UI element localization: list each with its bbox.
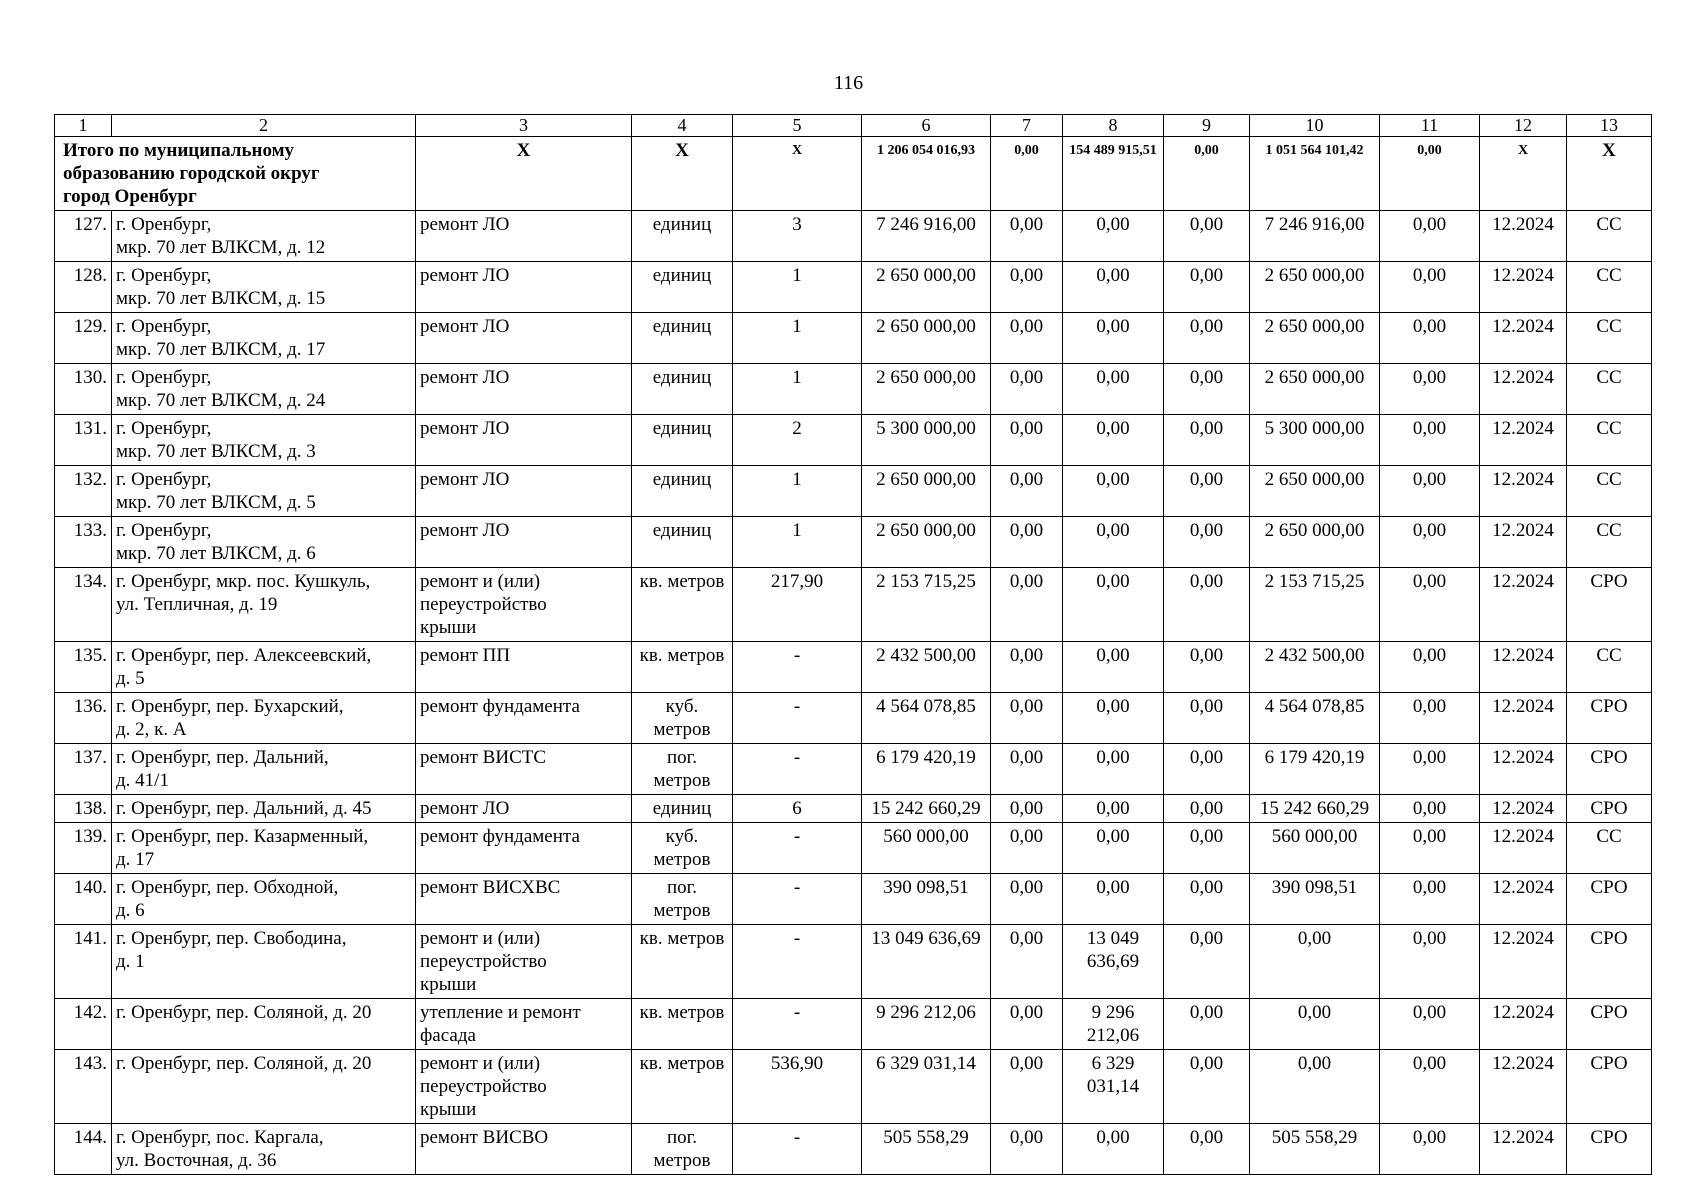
address-cell: г. Оренбург, пер. Алексеевский, д. 5: [112, 642, 416, 693]
deadline-cell: 12.2024: [1480, 823, 1567, 874]
cost-cell: 390 098,51: [862, 874, 991, 925]
quantity-cell: 1: [733, 364, 862, 415]
col10-cell: 390 098,51: [1250, 874, 1380, 925]
col13-cell: СС: [1567, 262, 1652, 313]
col13-cell: СС: [1567, 364, 1652, 415]
column-number: 9: [1164, 115, 1250, 137]
col8-cell: 0,00: [1063, 313, 1164, 364]
work-type-cell: ремонт ЛО: [416, 364, 632, 415]
table-row: [55, 1050, 1652, 1124]
table-row: [55, 517, 1652, 568]
col9-cell: 0,00: [1164, 823, 1250, 874]
deadline-cell: 12.2024: [1480, 466, 1567, 517]
total-col8: 154 489 915,51: [1063, 137, 1164, 211]
cost-cell: 505 558,29: [862, 1124, 991, 1175]
address-cell: г. Оренбург, пер. Соляной, д. 20: [112, 999, 416, 1050]
col10-cell: 0,00: [1250, 1050, 1380, 1124]
address-cell: г. Оренбург, мкр. пос. Кушкуль, ул. Тепличная, д. 19: [112, 568, 416, 642]
unit-cell: единиц: [632, 364, 733, 415]
row-number: 130.: [55, 364, 112, 415]
work-type-cell: ремонт ВИСВО: [416, 1124, 632, 1175]
col9-cell: 0,00: [1164, 1050, 1250, 1124]
work-type-cell: ремонт ВИСТС: [416, 744, 632, 795]
row-number: 127.: [55, 211, 112, 262]
deadline-cell: 12.2024: [1480, 262, 1567, 313]
table-row: [55, 313, 1652, 364]
deadline-cell: 12.2024: [1480, 313, 1567, 364]
deadline-cell: 12.2024: [1480, 999, 1567, 1050]
col7-cell: 0,00: [991, 364, 1063, 415]
col10-cell: 2 432 500,00: [1250, 642, 1380, 693]
col7-cell: 0,00: [991, 874, 1063, 925]
unit-cell: кв. метров: [632, 999, 733, 1050]
quantity-cell: 1: [733, 466, 862, 517]
col10-cell: 2 153 715,25: [1250, 568, 1380, 642]
col7-cell: 0,00: [991, 517, 1063, 568]
unit-cell: единиц: [632, 262, 733, 313]
col13-cell: СС: [1567, 642, 1652, 693]
quantity-cell: -: [733, 874, 862, 925]
total-col12: X: [1480, 137, 1567, 211]
col13-cell: СРО: [1567, 925, 1652, 999]
quantity-cell: 2: [733, 415, 862, 466]
col8-cell: 0,00: [1063, 364, 1164, 415]
work-type-cell: ремонт и (или) переустройство крыши: [416, 925, 632, 999]
address-cell: г. Оренбург, мкр. 70 лет ВЛКСМ, д. 12: [112, 211, 416, 262]
work-type-cell: утепление и ремонт фасада: [416, 999, 632, 1050]
total-col13: X: [1567, 137, 1652, 211]
col7-cell: 0,00: [991, 313, 1063, 364]
address-cell: г. Оренбург, мкр. 70 лет ВЛКСМ, д. 5: [112, 466, 416, 517]
unit-cell: единиц: [632, 313, 733, 364]
work-type-cell: ремонт ЛО: [416, 517, 632, 568]
total-col10: 1 051 564 101,42: [1250, 137, 1380, 211]
col10-cell: 2 650 000,00: [1250, 517, 1380, 568]
table-row: [55, 642, 1652, 693]
col10-cell: 560 000,00: [1250, 823, 1380, 874]
unit-cell: куб. метров: [632, 693, 733, 744]
work-type-cell: ремонт ЛО: [416, 415, 632, 466]
row-number: 129.: [55, 313, 112, 364]
col13-cell: СС: [1567, 466, 1652, 517]
table-row: [55, 795, 1652, 823]
row-number: 142.: [55, 999, 112, 1050]
cost-cell: 2 650 000,00: [862, 466, 991, 517]
col11-cell: 0,00: [1380, 466, 1480, 517]
col10-cell: 15 242 660,29: [1250, 795, 1380, 823]
column-number: 1: [55, 115, 112, 137]
col7-cell: 0,00: [991, 568, 1063, 642]
column-number: 13: [1567, 115, 1652, 137]
address-cell: г. Оренбург, пер. Соляной, д. 20: [112, 1050, 416, 1124]
unit-cell: пог. метров: [632, 874, 733, 925]
col10-cell: 2 650 000,00: [1250, 313, 1380, 364]
deadline-cell: 12.2024: [1480, 1124, 1567, 1175]
col10-cell: 5 300 000,00: [1250, 415, 1380, 466]
deadline-cell: 12.2024: [1480, 925, 1567, 999]
col7-cell: 0,00: [991, 744, 1063, 795]
unit-cell: единиц: [632, 795, 733, 823]
row-number: 132.: [55, 466, 112, 517]
col8-cell: 0,00: [1063, 823, 1164, 874]
col7-cell: 0,00: [991, 642, 1063, 693]
table-row: [55, 999, 1652, 1050]
col7-cell: 0,00: [991, 262, 1063, 313]
column-number: 12: [1480, 115, 1567, 137]
col8-cell: 0,00: [1063, 744, 1164, 795]
cost-cell: 2 650 000,00: [862, 313, 991, 364]
col13-cell: СС: [1567, 823, 1652, 874]
unit-cell: кв. метров: [632, 642, 733, 693]
cost-cell: 2 432 500,00: [862, 642, 991, 693]
table-row: [55, 823, 1652, 874]
quantity-cell: 536,90: [733, 1050, 862, 1124]
quantity-cell: -: [733, 1124, 862, 1175]
col11-cell: 0,00: [1380, 568, 1480, 642]
row-number: 131.: [55, 415, 112, 466]
col7-cell: 0,00: [991, 1124, 1063, 1175]
row-number: 137.: [55, 744, 112, 795]
address-cell: г. Оренбург, мкр. 70 лет ВЛКСМ, д. 15: [112, 262, 416, 313]
cost-cell: 6 179 420,19: [862, 744, 991, 795]
cost-cell: 13 049 636,69: [862, 925, 991, 999]
table-row: [55, 415, 1652, 466]
col13-cell: СРО: [1567, 693, 1652, 744]
col10-cell: 6 179 420,19: [1250, 744, 1380, 795]
col9-cell: 0,00: [1164, 874, 1250, 925]
table-row: [55, 262, 1652, 313]
col8-cell: 0,00: [1063, 415, 1164, 466]
address-cell: г. Оренбург, мкр. 70 лет ВЛКСМ, д. 24: [112, 364, 416, 415]
total-work-type: X: [416, 137, 632, 211]
col13-cell: СРО: [1567, 1050, 1652, 1124]
col10-cell: 505 558,29: [1250, 1124, 1380, 1175]
col8-cell: 0,00: [1063, 568, 1164, 642]
total-col9: 0,00: [1164, 137, 1250, 211]
row-number: 138.: [55, 795, 112, 823]
deadline-cell: 12.2024: [1480, 364, 1567, 415]
column-number-row: [55, 115, 1652, 137]
page-number: 116: [833, 72, 864, 94]
col13-cell: СРО: [1567, 999, 1652, 1050]
column-number: 6: [862, 115, 991, 137]
col10-cell: 0,00: [1250, 999, 1380, 1050]
work-type-cell: ремонт ЛО: [416, 313, 632, 364]
col8-cell: 0,00: [1063, 211, 1164, 262]
quantity-cell: -: [733, 693, 862, 744]
deadline-cell: 12.2024: [1480, 642, 1567, 693]
col9-cell: 0,00: [1164, 925, 1250, 999]
row-number: 141.: [55, 925, 112, 999]
col11-cell: 0,00: [1380, 313, 1480, 364]
cost-cell: 5 300 000,00: [862, 415, 991, 466]
col7-cell: 0,00: [991, 925, 1063, 999]
total-unit: X: [632, 137, 733, 211]
column-number: 10: [1250, 115, 1380, 137]
quantity-cell: -: [733, 823, 862, 874]
deadline-cell: 12.2024: [1480, 415, 1567, 466]
col7-cell: 0,00: [991, 211, 1063, 262]
col13-cell: СРО: [1567, 1124, 1652, 1175]
col9-cell: 0,00: [1164, 642, 1250, 693]
col11-cell: 0,00: [1380, 925, 1480, 999]
col7-cell: 0,00: [991, 999, 1063, 1050]
cost-cell: 7 246 916,00: [862, 211, 991, 262]
col7-cell: 0,00: [991, 693, 1063, 744]
col13-cell: СРО: [1567, 744, 1652, 795]
work-type-cell: ремонт фундамента: [416, 693, 632, 744]
works-table: [54, 114, 1652, 1175]
col13-cell: СРО: [1567, 874, 1652, 925]
col11-cell: 0,00: [1380, 693, 1480, 744]
col8-cell: 0,00: [1063, 1124, 1164, 1175]
deadline-cell: 12.2024: [1480, 517, 1567, 568]
unit-cell: единиц: [632, 415, 733, 466]
col9-cell: 0,00: [1164, 568, 1250, 642]
column-number: 7: [991, 115, 1063, 137]
col8-cell: 0,00: [1063, 693, 1164, 744]
col11-cell: 0,00: [1380, 823, 1480, 874]
col9-cell: 0,00: [1164, 415, 1250, 466]
quantity-cell: -: [733, 642, 862, 693]
col11-cell: 0,00: [1380, 1124, 1480, 1175]
col10-cell: 4 564 078,85: [1250, 693, 1380, 744]
quantity-cell: -: [733, 999, 862, 1050]
quantity-cell: -: [733, 925, 862, 999]
row-number: 144.: [55, 1124, 112, 1175]
row-number: 135.: [55, 642, 112, 693]
deadline-cell: 12.2024: [1480, 211, 1567, 262]
table-row: [55, 466, 1652, 517]
col9-cell: 0,00: [1164, 313, 1250, 364]
table-row: [55, 925, 1652, 999]
col8-cell: 13 049 636,69: [1063, 925, 1164, 999]
col10-cell: 2 650 000,00: [1250, 262, 1380, 313]
column-number: 11: [1380, 115, 1480, 137]
cost-cell: 4 564 078,85: [862, 693, 991, 744]
unit-cell: единиц: [632, 517, 733, 568]
col11-cell: 0,00: [1380, 364, 1480, 415]
col9-cell: 0,00: [1164, 466, 1250, 517]
address-cell: г. Оренбург, пер. Дальний, д. 45: [112, 795, 416, 823]
cost-cell: 15 242 660,29: [862, 795, 991, 823]
address-cell: г. Оренбург, пер. Свободина, д. 1: [112, 925, 416, 999]
column-number: 2: [112, 115, 416, 137]
col11-cell: 0,00: [1380, 211, 1480, 262]
row-number: 134.: [55, 568, 112, 642]
address-cell: г. Оренбург, пер. Дальний, д. 41/1: [112, 744, 416, 795]
deadline-cell: 12.2024: [1480, 795, 1567, 823]
col11-cell: 0,00: [1380, 795, 1480, 823]
unit-cell: кв. метров: [632, 568, 733, 642]
work-type-cell: ремонт и (или) переустройство крыши: [416, 1050, 632, 1124]
column-number: 5: [733, 115, 862, 137]
work-type-cell: ремонт ЛО: [416, 466, 632, 517]
col8-cell: 0,00: [1063, 642, 1164, 693]
table-row: [55, 693, 1652, 744]
unit-cell: куб. метров: [632, 823, 733, 874]
work-type-cell: ремонт и (или) переустройство крыши: [416, 568, 632, 642]
col7-cell: 0,00: [991, 415, 1063, 466]
col13-cell: СС: [1567, 415, 1652, 466]
deadline-cell: 12.2024: [1480, 568, 1567, 642]
deadline-cell: 12.2024: [1480, 874, 1567, 925]
col9-cell: 0,00: [1164, 364, 1250, 415]
work-type-cell: ремонт фундамента: [416, 823, 632, 874]
total-col11: 0,00: [1380, 137, 1480, 211]
col8-cell: 6 329 031,14: [1063, 1050, 1164, 1124]
col11-cell: 0,00: [1380, 262, 1480, 313]
table-row: [55, 568, 1652, 642]
table-row: [55, 874, 1652, 925]
col8-cell: 0,00: [1063, 874, 1164, 925]
cost-cell: 560 000,00: [862, 823, 991, 874]
table-row: [55, 364, 1652, 415]
row-number: 139.: [55, 823, 112, 874]
address-cell: г. Оренбург, мкр. 70 лет ВЛКСМ, д. 6: [112, 517, 416, 568]
total-quantity: X: [733, 137, 862, 211]
col11-cell: 0,00: [1380, 874, 1480, 925]
deadline-cell: 12.2024: [1480, 1050, 1567, 1124]
col9-cell: 0,00: [1164, 999, 1250, 1050]
unit-cell: кв. метров: [632, 925, 733, 999]
col11-cell: 0,00: [1380, 517, 1480, 568]
work-type-cell: ремонт ВИСХВС: [416, 874, 632, 925]
quantity-cell: 1: [733, 262, 862, 313]
col9-cell: 0,00: [1164, 517, 1250, 568]
unit-cell: пог. метров: [632, 744, 733, 795]
total-col7: 0,00: [991, 137, 1063, 211]
cost-cell: 2 650 000,00: [862, 262, 991, 313]
col9-cell: 0,00: [1164, 693, 1250, 744]
address-cell: г. Оренбург, пер. Обходной, д. 6: [112, 874, 416, 925]
total-cost: 1 206 054 016,93: [862, 137, 991, 211]
col13-cell: СРО: [1567, 795, 1652, 823]
quantity-cell: 217,90: [733, 568, 862, 642]
work-type-cell: ремонт ЛО: [416, 795, 632, 823]
deadline-cell: 12.2024: [1480, 693, 1567, 744]
col10-cell: 7 246 916,00: [1250, 211, 1380, 262]
unit-cell: пог. метров: [632, 1124, 733, 1175]
col11-cell: 0,00: [1380, 999, 1480, 1050]
quantity-cell: 6: [733, 795, 862, 823]
col7-cell: 0,00: [991, 466, 1063, 517]
col7-cell: 0,00: [991, 823, 1063, 874]
col11-cell: 0,00: [1380, 642, 1480, 693]
address-cell: г. Оренбург, пос. Каргала, ул. Восточная, д. 36: [112, 1124, 416, 1175]
row-number: 140.: [55, 874, 112, 925]
col13-cell: СС: [1567, 517, 1652, 568]
col7-cell: 0,00: [991, 795, 1063, 823]
col11-cell: 0,00: [1380, 415, 1480, 466]
column-number: 8: [1063, 115, 1164, 137]
quantity-cell: -: [733, 744, 862, 795]
row-number: 143.: [55, 1050, 112, 1124]
row-number: 133.: [55, 517, 112, 568]
col10-cell: 0,00: [1250, 925, 1380, 999]
col9-cell: 0,00: [1164, 795, 1250, 823]
col8-cell: 0,00: [1063, 517, 1164, 568]
row-number: 136.: [55, 693, 112, 744]
address-cell: г. Оренбург, мкр. 70 лет ВЛКСМ, д. 17: [112, 313, 416, 364]
col9-cell: 0,00: [1164, 262, 1250, 313]
cost-cell: 6 329 031,14: [862, 1050, 991, 1124]
quantity-cell: 3: [733, 211, 862, 262]
cost-cell: 2 153 715,25: [862, 568, 991, 642]
col11-cell: 0,00: [1380, 744, 1480, 795]
col8-cell: 0,00: [1063, 262, 1164, 313]
table-row: [55, 744, 1652, 795]
total-row: [55, 137, 1652, 211]
col9-cell: 0,00: [1164, 1124, 1250, 1175]
col13-cell: СС: [1567, 313, 1652, 364]
col13-cell: СС: [1567, 211, 1652, 262]
unit-cell: единиц: [632, 466, 733, 517]
cost-cell: 9 296 212,06: [862, 999, 991, 1050]
address-cell: г. Оренбург, пер. Казарменный, д. 17: [112, 823, 416, 874]
col11-cell: 0,00: [1380, 1050, 1480, 1124]
unit-cell: кв. метров: [632, 1050, 733, 1124]
work-type-cell: ремонт ЛО: [416, 211, 632, 262]
table-row: [55, 1124, 1652, 1175]
work-type-cell: ремонт ПП: [416, 642, 632, 693]
table-row: [55, 211, 1652, 262]
col8-cell: 9 296 212,06: [1063, 999, 1164, 1050]
col10-cell: 2 650 000,00: [1250, 466, 1380, 517]
quantity-cell: 1: [733, 517, 862, 568]
cost-cell: 2 650 000,00: [862, 517, 991, 568]
col13-cell: СРО: [1567, 568, 1652, 642]
address-cell: г. Оренбург, мкр. 70 лет ВЛКСМ, д. 3: [112, 415, 416, 466]
column-number: 4: [632, 115, 733, 137]
total-label: Итого по муниципальному образованию городской округ город Оренбург: [55, 137, 416, 211]
col8-cell: 0,00: [1063, 795, 1164, 823]
unit-cell: единиц: [632, 211, 733, 262]
col10-cell: 2 650 000,00: [1250, 364, 1380, 415]
row-number: 128.: [55, 262, 112, 313]
deadline-cell: 12.2024: [1480, 744, 1567, 795]
quantity-cell: 1: [733, 313, 862, 364]
col8-cell: 0,00: [1063, 466, 1164, 517]
col9-cell: 0,00: [1164, 744, 1250, 795]
cost-cell: 2 650 000,00: [862, 364, 991, 415]
work-type-cell: ремонт ЛО: [416, 262, 632, 313]
col7-cell: 0,00: [991, 1050, 1063, 1124]
address-cell: г. Оренбург, пер. Бухарский, д. 2, к. А: [112, 693, 416, 744]
column-number: 3: [416, 115, 632, 137]
col9-cell: 0,00: [1164, 211, 1250, 262]
